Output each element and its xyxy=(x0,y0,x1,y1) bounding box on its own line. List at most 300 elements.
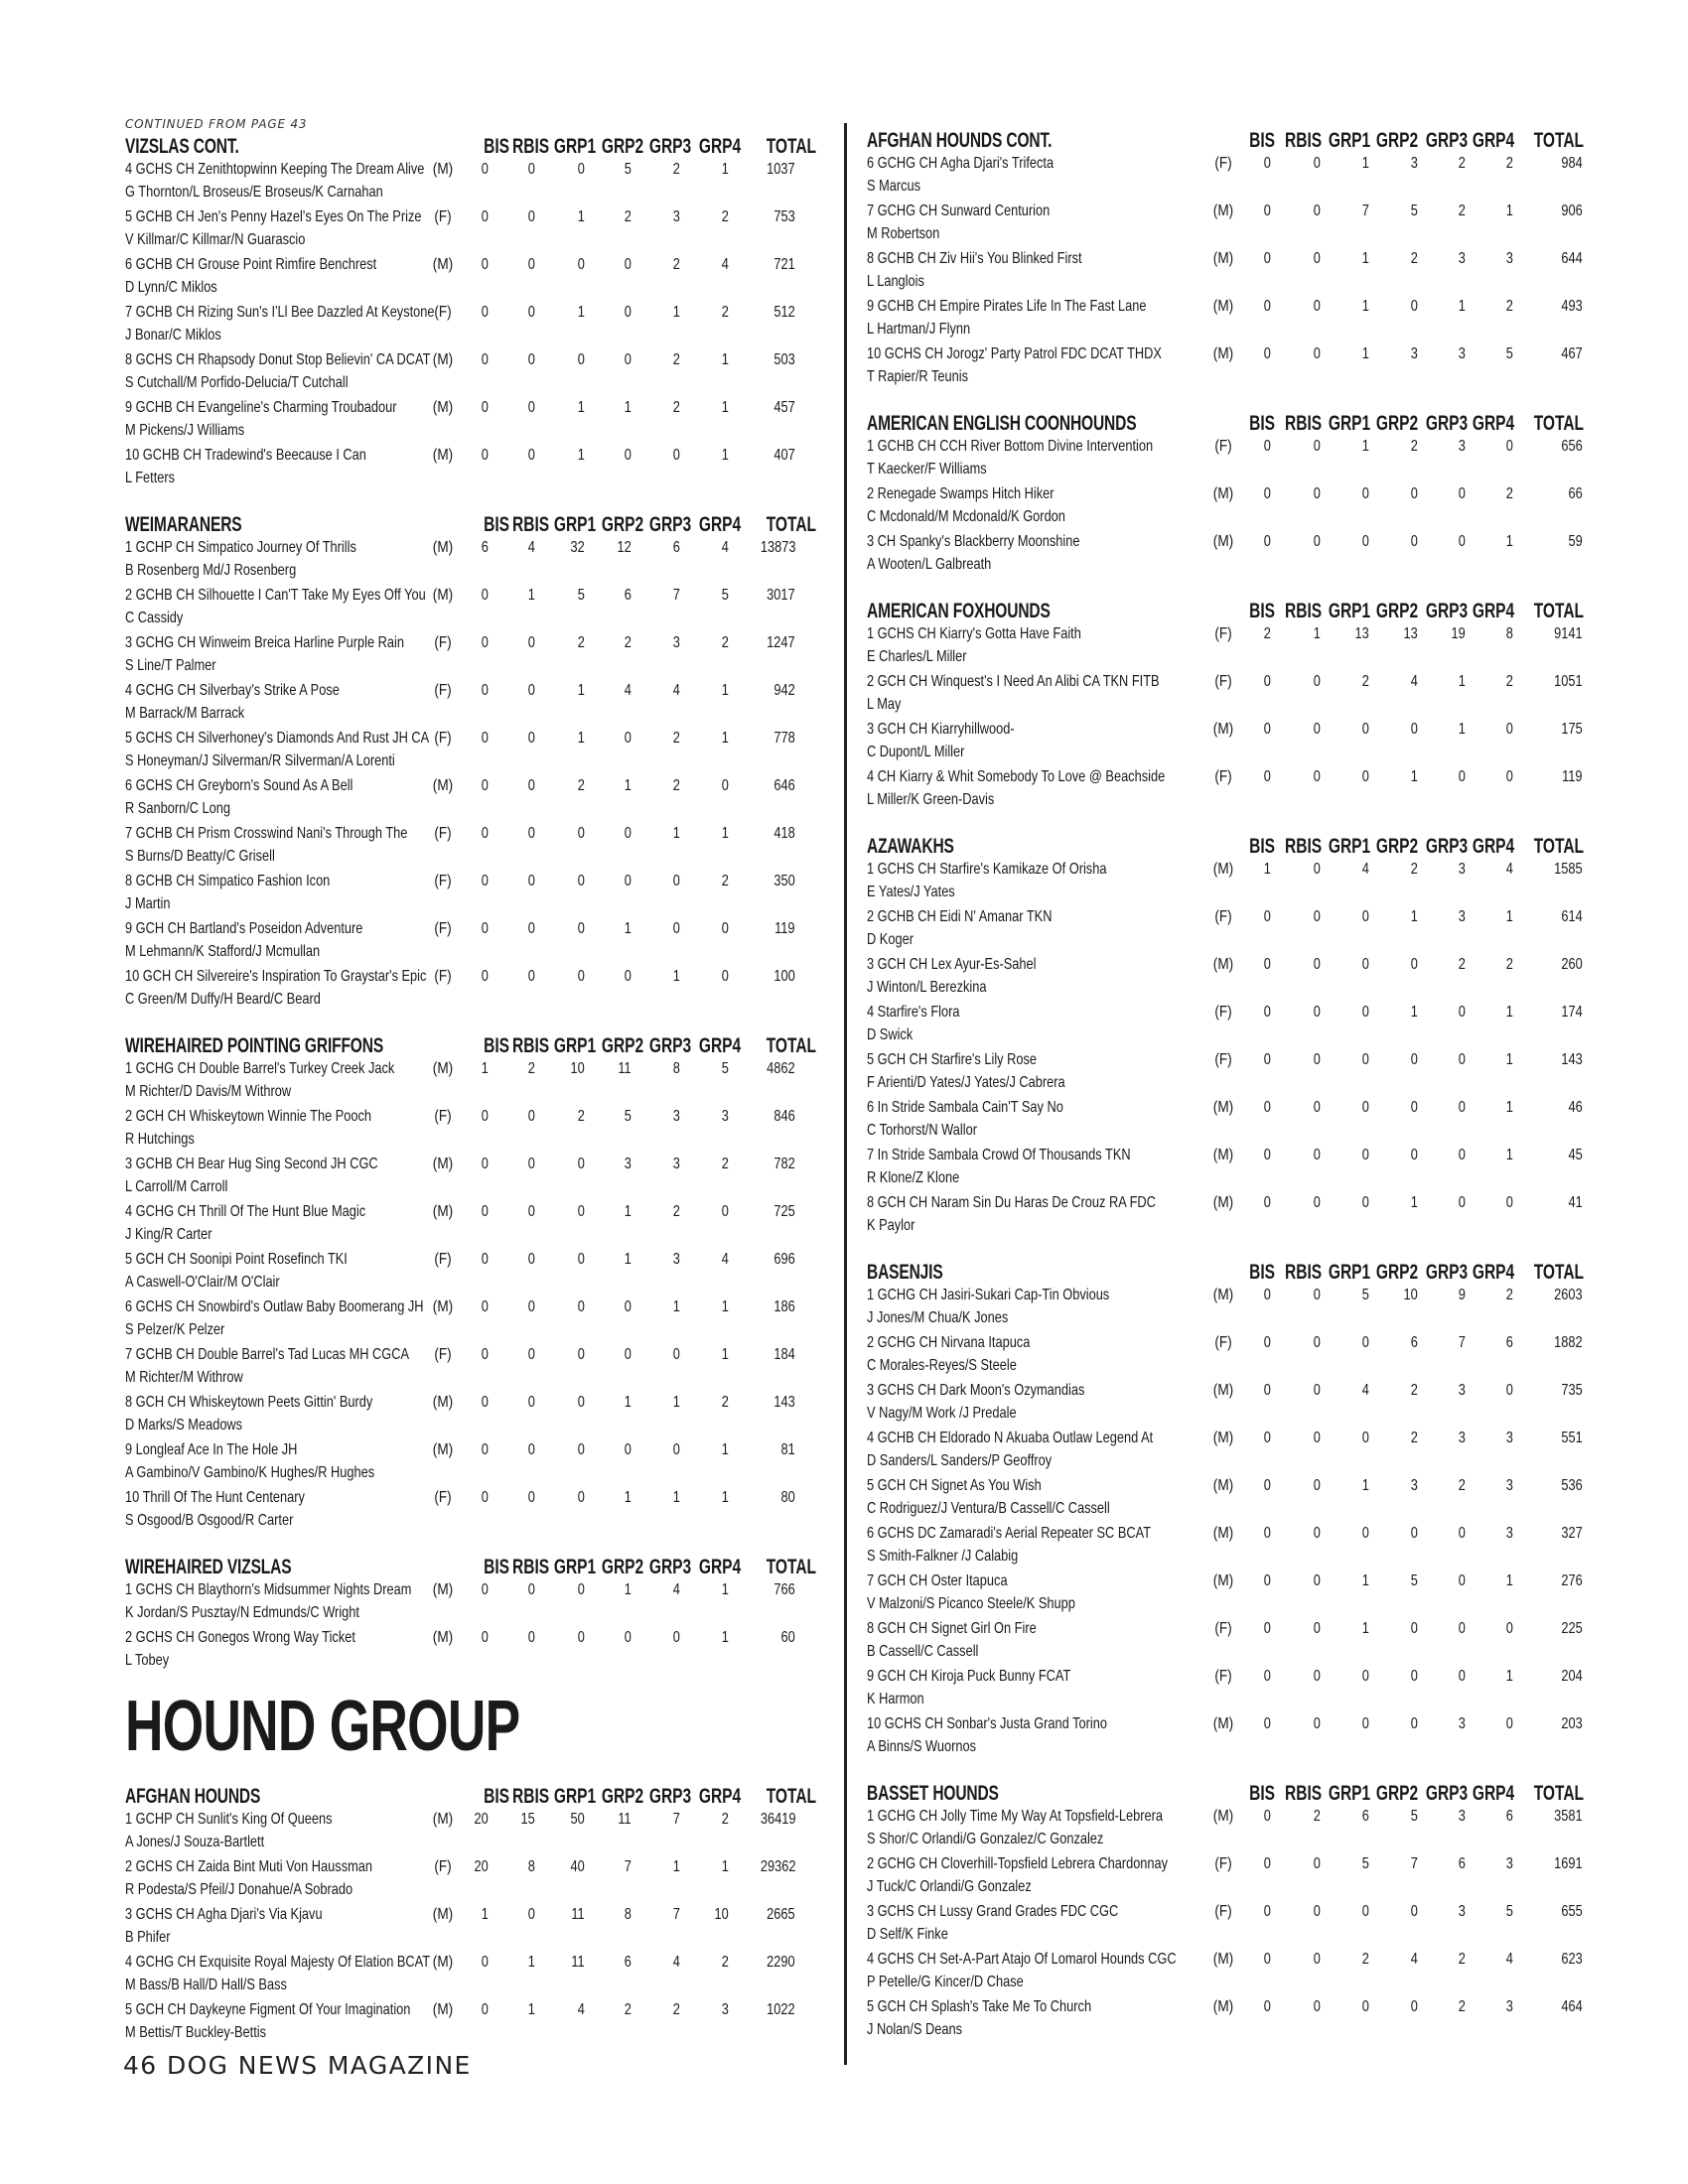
sex-value: (M) xyxy=(432,1441,454,1458)
owners: A Caswell-O'Clair/M O'Clair xyxy=(125,1274,280,1291)
stat-grp1: 0 xyxy=(577,1629,585,1646)
owners: D Marks/S Meadows xyxy=(125,1417,243,1433)
stat-grp3: 3 xyxy=(672,1251,680,1268)
sex-value: (F) xyxy=(1214,1668,1232,1685)
stat-grp2: 6 xyxy=(1410,1334,1418,1351)
stat-grp1: 5 xyxy=(1361,1855,1369,1872)
list-item xyxy=(125,1487,816,1535)
stat-bis: 1 xyxy=(1263,861,1271,878)
stat-grp3: 2 xyxy=(672,2001,680,2018)
stat-grp1: 1 xyxy=(1361,250,1369,267)
list-item xyxy=(125,966,816,1014)
stat-total: 644 xyxy=(1561,250,1583,267)
stat-total: 29362 xyxy=(760,1858,795,1875)
sex-value: (F) xyxy=(1214,1855,1232,1872)
breed-section xyxy=(867,127,1584,391)
stat-bis: 0 xyxy=(1263,485,1271,502)
stat-grp3: 0 xyxy=(1458,1051,1466,1068)
stat-total: 1022 xyxy=(767,2001,795,2018)
stat-rbis: 0 xyxy=(1313,861,1321,878)
sex-value: (F) xyxy=(1214,1004,1232,1021)
stat-bis: 1 xyxy=(481,1906,489,1923)
column-header-grp3: GRP3 xyxy=(1425,412,1468,435)
column-header-grp3: GRP3 xyxy=(648,1034,691,1057)
stat-total: 175 xyxy=(1561,721,1583,738)
dog-name: 10 GCHS CH Jorogz' Party Patrol FDC DCAT THDX xyxy=(867,345,1162,362)
sex-value: (M) xyxy=(432,256,454,273)
stat-bis: 0 xyxy=(481,1629,489,1646)
stat-grp4: 3 xyxy=(1505,1477,1513,1494)
breed-section xyxy=(867,598,1584,814)
stat-grp3: 19 xyxy=(1451,625,1466,642)
stat-grp2: 10 xyxy=(1403,1287,1418,1303)
stat-grp4: 1 xyxy=(1505,1572,1513,1589)
list-item xyxy=(867,1332,1583,1380)
column-header-grp4: GRP4 xyxy=(1472,1261,1514,1284)
column-header-total: TOTAL xyxy=(766,1556,816,1578)
stat-grp1: 0 xyxy=(1361,1668,1369,1685)
dog-name: 8 GCHS CH Rhapsody Donut Stop Believin' CA DCAT xyxy=(125,351,431,368)
stat-grp2: 5 xyxy=(1410,203,1418,219)
dog-name: 5 GCH CH Splash's Take Me To Church xyxy=(867,1998,1092,2015)
stat-grp3: 1 xyxy=(1458,721,1466,738)
list-item xyxy=(867,1996,1583,2044)
stat-grp4: 0 xyxy=(1505,1715,1513,1732)
stat-grp2: 0 xyxy=(624,304,632,321)
column-header-grp2: GRP2 xyxy=(601,1034,643,1057)
stat-bis: 0 xyxy=(1263,345,1271,362)
list-item xyxy=(125,728,816,775)
stat-total: 735 xyxy=(1561,1382,1583,1399)
stat-grp4: 4 xyxy=(721,256,729,273)
dog-name: 1 GCHS CH Blaythorn's Midsummer Nights Dream xyxy=(125,1581,412,1598)
owners: C Mcdonald/M Mcdonald/K Gordon xyxy=(867,508,1065,525)
stat-grp4: 4 xyxy=(1505,1951,1513,1968)
stat-bis: 0 xyxy=(481,1251,489,1268)
stat-total: 260 xyxy=(1561,956,1583,973)
stat-grp3: 6 xyxy=(672,539,680,556)
dog-name: 1 GCHB CH CCH River Bottom Divine Intervention xyxy=(867,438,1154,455)
list-item xyxy=(125,1579,816,1627)
stat-grp4: 3 xyxy=(1505,1855,1513,1872)
stat-bis: 0 xyxy=(481,256,489,273)
stat-total: 3017 xyxy=(767,587,795,604)
sex-value: (M) xyxy=(1212,1998,1234,2015)
stat-grp3: 3 xyxy=(672,1156,680,1172)
stat-total: 225 xyxy=(1561,1620,1583,1637)
owners: M Robertson xyxy=(867,225,940,242)
column-header-bis: BIS xyxy=(484,1034,509,1057)
stat-bis: 0 xyxy=(1263,1951,1271,1968)
column-header-grp3: GRP3 xyxy=(648,1785,691,1808)
dog-name: 4 Starfire's Flora xyxy=(867,1004,960,1021)
dog-name: 6 GCHS DC Zamaradi's Aerial Repeater SC BCAT xyxy=(867,1525,1152,1542)
stat-bis: 0 xyxy=(481,968,489,985)
column-header-grp1: GRP1 xyxy=(1328,412,1370,435)
stat-grp2: 5 xyxy=(624,161,632,178)
stat-grp4: 1 xyxy=(721,1441,729,1458)
list-item xyxy=(867,859,1583,906)
breed-title: AMERICAN ENGLISH COONHOUNDS xyxy=(867,412,1137,435)
stat-rbis: 0 xyxy=(527,1251,535,1268)
stat-bis: 20 xyxy=(474,1811,489,1828)
stat-grp2: 0 xyxy=(1410,1668,1418,1685)
dog-name: 1 GCHG CH Double Barrel's Turkey Creek Jack xyxy=(125,1060,395,1077)
breed-header xyxy=(867,127,1584,153)
stat-rbis: 0 xyxy=(1313,1287,1321,1303)
stat-grp3: 2 xyxy=(672,777,680,794)
stat-grp2: 0 xyxy=(1410,1525,1418,1542)
stat-bis: 0 xyxy=(481,777,489,794)
sex-value: (F) xyxy=(434,1858,452,1875)
stat-grp2: 6 xyxy=(624,587,632,604)
stat-grp3: 7 xyxy=(672,1811,680,1828)
sex-value: (M) xyxy=(1212,1099,1234,1116)
stat-grp4: 0 xyxy=(1505,1382,1513,1399)
left-sections-bottom xyxy=(125,1783,816,2047)
stat-grp1: 0 xyxy=(577,1346,585,1363)
column-header-bis: BIS xyxy=(1249,1782,1275,1805)
stat-bis: 0 xyxy=(1263,1620,1271,1637)
stat-total: 1247 xyxy=(767,634,795,651)
stat-grp2: 4 xyxy=(624,682,632,699)
stat-total: 66 xyxy=(1568,485,1583,502)
list-item xyxy=(867,1285,1583,1332)
stat-total: 536 xyxy=(1561,1477,1583,1494)
left-column xyxy=(125,117,816,2066)
stat-grp1: 0 xyxy=(577,1441,585,1458)
owners: A Wooten/L Galbreath xyxy=(867,556,992,573)
list-item xyxy=(867,1192,1583,1240)
stat-rbis: 0 xyxy=(1313,298,1321,315)
stat-grp4: 2 xyxy=(721,208,729,225)
stat-grp1: 0 xyxy=(577,968,585,985)
stat-grp3: 0 xyxy=(1458,1147,1466,1163)
stat-total: 36419 xyxy=(760,1811,795,1828)
column-header-rbis: RBIS xyxy=(1284,129,1322,152)
stat-rbis: 0 xyxy=(1313,908,1321,925)
dog-name: 6 GCHG CH Agha Djari's Trifecta xyxy=(867,155,1055,172)
owners: B Phifer xyxy=(125,1929,171,1946)
list-item xyxy=(867,1002,1583,1049)
stat-grp1: 0 xyxy=(577,825,585,842)
owners: S Smith-Falkner /J Calabig xyxy=(867,1548,1019,1565)
stat-grp4: 1 xyxy=(721,1346,729,1363)
stat-grp4: 1 xyxy=(721,730,729,747)
stat-grp1: 11 xyxy=(571,1906,585,1923)
stat-total: 119 xyxy=(1562,768,1583,785)
stat-grp4: 1 xyxy=(721,399,729,416)
dog-name: 9 GCH CH Bartland's Poseidon Adventure xyxy=(125,920,363,937)
stat-total: 778 xyxy=(774,730,795,747)
stat-rbis: 0 xyxy=(1313,1715,1321,1732)
stat-grp2: 1 xyxy=(624,1394,632,1411)
stat-grp1: 0 xyxy=(1361,721,1369,738)
stat-grp1: 1 xyxy=(577,682,585,699)
stat-grp3: 0 xyxy=(672,873,680,889)
stat-grp2: 0 xyxy=(1410,1903,1418,1920)
stat-grp2: 0 xyxy=(1410,1715,1418,1732)
owners: D Swick xyxy=(867,1026,914,1043)
column-header-grp3: GRP3 xyxy=(1425,129,1468,152)
stat-rbis: 0 xyxy=(1313,768,1321,785)
stat-grp4: 1 xyxy=(1505,203,1513,219)
stat-rbis: 0 xyxy=(1313,1430,1321,1446)
stat-bis: 0 xyxy=(1263,1808,1271,1825)
stat-grp4: 5 xyxy=(721,587,729,604)
stat-rbis: 0 xyxy=(527,351,535,368)
stat-grp4: 0 xyxy=(1505,768,1513,785)
stat-rbis: 0 xyxy=(527,1203,535,1220)
stat-grp3: 3 xyxy=(672,1108,680,1125)
sex-value: (F) xyxy=(1214,1903,1232,1920)
dog-name: 1 GCHS CH Kiarry's Gotta Have Faith xyxy=(867,625,1081,642)
stat-grp4: 5 xyxy=(721,1060,729,1077)
dog-name: 5 GCH CH Soonipi Point Rosefinch TKI xyxy=(125,1251,348,1268)
stat-bis: 0 xyxy=(481,873,489,889)
stat-total: 143 xyxy=(1561,1051,1583,1068)
stat-grp4: 4 xyxy=(721,539,729,556)
list-item xyxy=(867,343,1583,391)
stat-grp1: 4 xyxy=(1361,861,1369,878)
stat-bis: 0 xyxy=(1263,1477,1271,1494)
stat-grp4: 1 xyxy=(1505,1004,1513,1021)
breed-header xyxy=(867,410,1584,436)
dog-name: 2 GCHG CH Nirvana Itapuca xyxy=(867,1334,1031,1351)
stat-grp3: 3 xyxy=(1458,1808,1466,1825)
dog-name: 8 GCH CH Naram Sin Du Haras De Crouz RA FDC xyxy=(867,1194,1156,1211)
column-header-grp2: GRP2 xyxy=(1375,835,1418,858)
stat-grp3: 0 xyxy=(672,1346,680,1363)
stat-grp2: 0 xyxy=(624,1629,632,1646)
stat-grp2: 0 xyxy=(624,256,632,273)
owners: F Arienti/D Yates/J Yates/J Cabrera xyxy=(867,1074,1065,1091)
dog-name: 5 GCHS CH Silverhoney's Diamonds And Rust JH CA xyxy=(125,730,430,747)
owners: T Kaecker/F Williams xyxy=(867,461,987,478)
stat-grp1: 0 xyxy=(577,1489,585,1506)
stat-bis: 0 xyxy=(1263,155,1271,172)
stat-grp2: 0 xyxy=(1410,1051,1418,1068)
dog-name: 1 GCHG CH Jasiri-Sukari Cap-Tin Obvious xyxy=(867,1287,1110,1303)
stat-grp3: 4 xyxy=(672,1581,680,1598)
column-header-bis: BIS xyxy=(484,135,509,158)
stat-grp4: 2 xyxy=(1505,298,1513,315)
stat-grp2: 0 xyxy=(1410,956,1418,973)
stat-total: 204 xyxy=(1561,1668,1583,1685)
stat-bis: 0 xyxy=(481,351,489,368)
stat-rbis: 0 xyxy=(527,399,535,416)
dog-name: 4 GCHS CH Zenithtopwinn Keeping The Dream Alive xyxy=(125,161,425,178)
stat-grp2: 3 xyxy=(1410,155,1418,172)
list-item xyxy=(125,1952,816,1999)
stat-rbis: 0 xyxy=(1313,485,1321,502)
stat-grp3: 4 xyxy=(672,1954,680,1971)
continued-note: CONTINUED FROM PAGE 43 xyxy=(125,117,308,131)
stat-grp1: 0 xyxy=(1361,1334,1369,1351)
list-item xyxy=(867,1049,1583,1097)
stat-grp1: 0 xyxy=(1361,1715,1369,1732)
stat-rbis: 0 xyxy=(1313,1572,1321,1589)
stat-grp3: 0 xyxy=(1458,768,1466,785)
list-item xyxy=(125,349,816,397)
owners: M Barrack/M Barrack xyxy=(125,705,245,722)
column-header-rbis: RBIS xyxy=(511,1785,549,1808)
breed-title: BASENJIS xyxy=(867,1261,943,1284)
stat-rbis: 0 xyxy=(1313,1951,1321,1968)
stat-grp3: 0 xyxy=(1458,485,1466,502)
stat-total: 942 xyxy=(774,682,795,699)
owners: D Sanders/L Sanders/P Geoffroy xyxy=(867,1452,1053,1469)
sex-value: (M) xyxy=(1212,861,1234,878)
sex-value: (F) xyxy=(1214,908,1232,925)
stat-total: 696 xyxy=(774,1251,795,1268)
stat-grp1: 2 xyxy=(1361,673,1369,690)
owners: E Yates/J Yates xyxy=(867,884,955,900)
stat-bis: 0 xyxy=(1263,1194,1271,1211)
stat-rbis: 0 xyxy=(527,825,535,842)
owners: L Fetters xyxy=(125,470,176,486)
stat-bis: 0 xyxy=(481,825,489,842)
stat-grp1: 0 xyxy=(577,1394,585,1411)
stat-rbis: 0 xyxy=(527,968,535,985)
list-item xyxy=(125,1201,816,1249)
stat-grp2: 5 xyxy=(1410,1808,1418,1825)
stat-grp1: 1 xyxy=(1361,1572,1369,1589)
stat-rbis: 0 xyxy=(1313,1998,1321,2015)
stat-grp1: 1 xyxy=(1361,1620,1369,1637)
column-header-grp1: GRP1 xyxy=(1328,835,1370,858)
stat-total: 418 xyxy=(774,825,795,842)
stat-grp1: 0 xyxy=(577,161,585,178)
sex-value: (F) xyxy=(434,208,452,225)
stat-grp3: 8 xyxy=(672,1060,680,1077)
stat-rbis: 0 xyxy=(1313,1194,1321,1211)
stat-bis: 0 xyxy=(481,730,489,747)
stat-grp3: 0 xyxy=(672,1629,680,1646)
stat-bis: 0 xyxy=(481,587,489,604)
owners: A Binns/S Wuornos xyxy=(867,1738,977,1755)
stat-grp2: 0 xyxy=(1410,485,1418,502)
stat-bis: 0 xyxy=(1263,1903,1271,1920)
sex-value: (M) xyxy=(1212,250,1234,267)
stat-bis: 0 xyxy=(481,304,489,321)
list-item xyxy=(867,483,1583,531)
stat-total: 1585 xyxy=(1554,861,1583,878)
dog-name: 8 GCHB CH Simpatico Fashion Icon xyxy=(125,873,331,889)
column-header-grp4: GRP4 xyxy=(698,1034,741,1057)
column-header-total: TOTAL xyxy=(766,1785,816,1808)
list-item xyxy=(125,159,816,206)
owners: S Osgood/B Osgood/R Carter xyxy=(125,1512,294,1529)
dog-name: 3 GCHB CH Bear Hug Sing Second JH CGC xyxy=(125,1156,378,1172)
sex-value: (F) xyxy=(1214,768,1232,785)
stat-rbis: 0 xyxy=(1313,956,1321,973)
breed-header xyxy=(125,1783,816,1809)
stat-grp3: 2 xyxy=(1458,956,1466,973)
dog-name: 4 GCHG CH Silverbay's Strike A Pose xyxy=(125,682,340,699)
breed-header xyxy=(125,1554,816,1579)
list-item xyxy=(867,201,1583,248)
dog-name: 9 GCHB CH Evangeline's Charming Troubadour xyxy=(125,399,397,416)
list-item xyxy=(867,1666,1583,1713)
stat-total: 623 xyxy=(1561,1951,1583,1968)
owners: C Dupont/L Miller xyxy=(867,744,965,760)
stat-grp4: 1 xyxy=(1505,1147,1513,1163)
stat-total: 80 xyxy=(780,1489,795,1506)
stat-grp2: 2 xyxy=(1410,1430,1418,1446)
list-item xyxy=(125,823,816,871)
stat-grp2: 0 xyxy=(624,351,632,368)
sex-value: (M) xyxy=(432,539,454,556)
owners: C Rodriguez/J Ventura/B Cassell/C Cassell xyxy=(867,1500,1110,1517)
stat-grp3: 7 xyxy=(672,587,680,604)
list-item xyxy=(867,1713,1583,1761)
sex-value: (M) xyxy=(1212,485,1234,502)
stat-grp4: 1 xyxy=(721,682,729,699)
stat-grp2: 1 xyxy=(624,399,632,416)
dog-name: 4 GCHG CH Exquisite Royal Majesty Of Elation BCAT xyxy=(125,1954,431,1971)
list-item xyxy=(125,302,816,349)
column-header-grp3: GRP3 xyxy=(1425,835,1468,858)
stat-grp3: 2 xyxy=(672,256,680,273)
stat-grp3: 3 xyxy=(1458,1903,1466,1920)
stat-bis: 0 xyxy=(1263,1572,1271,1589)
stat-rbis: 2 xyxy=(1313,1808,1321,1825)
column-header-grp1: GRP1 xyxy=(553,1556,596,1578)
stat-bis: 0 xyxy=(481,1489,489,1506)
stat-grp3: 1 xyxy=(1458,673,1466,690)
column-header-bis: BIS xyxy=(1249,129,1275,152)
owners: L May xyxy=(867,696,902,713)
list-item xyxy=(867,1097,1583,1145)
column-header-grp3: GRP3 xyxy=(648,513,691,536)
stat-bis: 1 xyxy=(481,1060,489,1077)
stat-rbis: 0 xyxy=(527,1489,535,1506)
breed-title: BASSET HOUNDS xyxy=(867,1782,999,1805)
stat-grp4: 2 xyxy=(721,1954,729,1971)
dog-name: 3 GCHS CH Lussy Grand Grades FDC CGC xyxy=(867,1903,1119,1920)
list-item xyxy=(125,1058,816,1106)
stat-grp4: 6 xyxy=(1505,1808,1513,1825)
column-header-bis: BIS xyxy=(1249,600,1275,622)
dog-name: 9 Longleaf Ace In The Hole JH xyxy=(125,1441,298,1458)
stat-total: 984 xyxy=(1561,155,1583,172)
breed-title: AFGHAN HOUNDS CONT. xyxy=(867,129,1053,152)
column-header-grp4: GRP4 xyxy=(698,513,741,536)
stat-bis: 0 xyxy=(481,1156,489,1172)
stat-grp1: 1 xyxy=(577,730,585,747)
dog-name: 7 In Stride Sambala Crowd Of Thousands TKN xyxy=(867,1147,1131,1163)
stat-grp3: 0 xyxy=(672,920,680,937)
stat-grp3: 2 xyxy=(1458,1477,1466,1494)
stat-total: 2290 xyxy=(767,1954,795,1971)
stat-bis: 0 xyxy=(1263,1715,1271,1732)
stat-total: 3581 xyxy=(1554,1808,1583,1825)
stat-rbis: 0 xyxy=(527,256,535,273)
list-item xyxy=(867,296,1583,343)
breed-section xyxy=(125,1783,816,2047)
breed-title: AZAWAKHS xyxy=(867,835,954,858)
column-header-rbis: RBIS xyxy=(1284,835,1322,858)
stat-grp1: 0 xyxy=(577,1156,585,1172)
stat-bis: 0 xyxy=(481,1346,489,1363)
stat-bis: 0 xyxy=(481,208,489,225)
sex-value: (M) xyxy=(1212,956,1234,973)
stat-grp2: 0 xyxy=(624,968,632,985)
column-header-rbis: RBIS xyxy=(1284,1261,1322,1284)
column-header-grp2: GRP2 xyxy=(1375,412,1418,435)
owners: J Tuck/C Orlandi/G Gonzalez xyxy=(867,1878,1032,1895)
